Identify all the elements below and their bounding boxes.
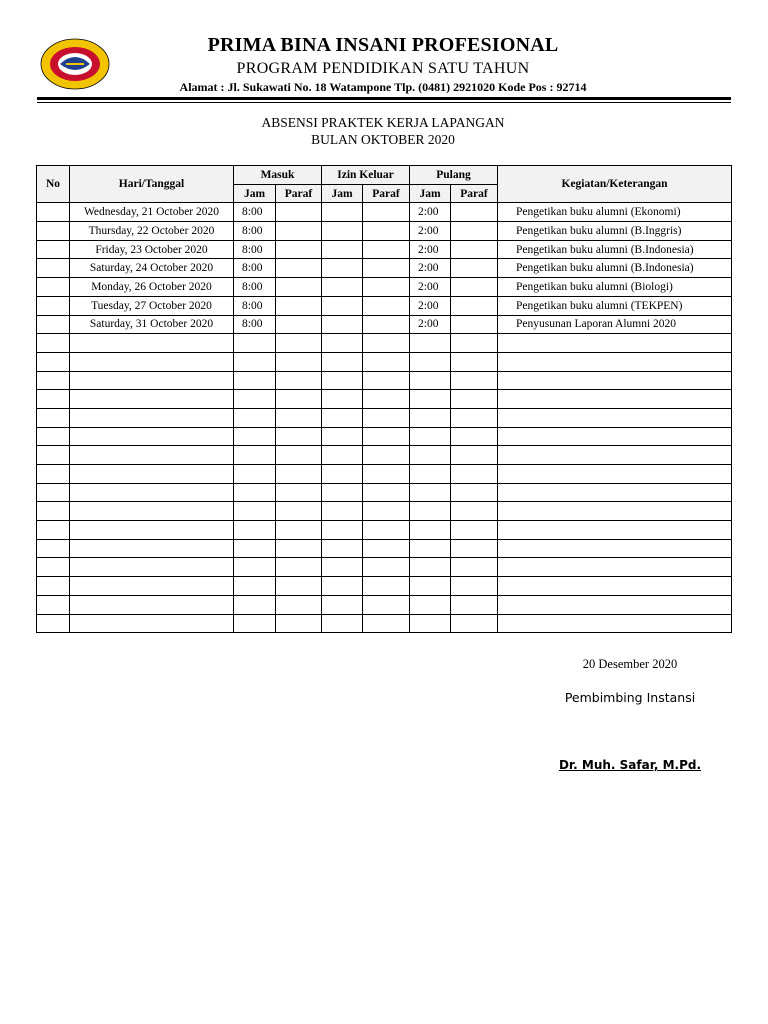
row-date: Wednesday, 21 October 2020 [70, 203, 234, 222]
header-divider-thick [37, 97, 731, 100]
table-row [37, 521, 732, 540]
row-pulang-jam [410, 334, 451, 353]
row-masuk-jam [234, 577, 276, 596]
row-no [37, 483, 70, 502]
row-masuk-jam: 8:00 [234, 278, 276, 297]
row-pulang-jam [410, 558, 451, 577]
row-date [70, 371, 234, 390]
row-masuk-jam: 8:00 [234, 240, 276, 259]
row-masuk-paraf [276, 259, 322, 278]
row-masuk-paraf [276, 352, 322, 371]
row-izin-jam [322, 222, 363, 241]
row-izin-paraf [363, 502, 410, 521]
row-masuk-jam: 8:00 [234, 222, 276, 241]
header-izin-keluar: Izin Keluar [322, 166, 410, 185]
row-masuk-jam: 8:00 [234, 203, 276, 222]
row-date: Thursday, 22 October 2020 [70, 222, 234, 241]
row-pulang-jam: 2:00 [410, 315, 451, 334]
row-pulang-paraf [451, 390, 498, 409]
row-masuk-jam [234, 446, 276, 465]
row-izin-paraf [363, 390, 410, 409]
row-masuk-jam: 8:00 [234, 315, 276, 334]
row-date [70, 408, 234, 427]
row-izin-paraf [363, 539, 410, 558]
header-date: Hari/Tanggal [70, 166, 234, 203]
row-izin-jam [322, 390, 363, 409]
row-izin-paraf [363, 222, 410, 241]
row-masuk-paraf [276, 296, 322, 315]
row-masuk-paraf [276, 408, 322, 427]
institution-address: Alamat : Jl. Sukawati No. 18 Watampone Tlp. (0481) 2921020 Kode Pos : 92714 [179, 80, 587, 94]
row-izin-paraf [363, 577, 410, 596]
header-masuk: Masuk [234, 166, 322, 185]
row-date [70, 539, 234, 558]
row-no [37, 595, 70, 614]
row-izin-jam [322, 315, 363, 334]
row-izin-paraf [363, 521, 410, 540]
row-activity [498, 595, 732, 614]
row-izin-jam [322, 240, 363, 259]
row-izin-paraf [363, 427, 410, 446]
row-masuk-jam: 8:00 [234, 296, 276, 315]
row-pulang-paraf [451, 408, 498, 427]
row-pulang-jam [410, 408, 451, 427]
row-activity [498, 521, 732, 540]
row-activity: Pengetikan buku alumni (Ekonomi) [498, 203, 732, 222]
row-pulang-paraf [451, 259, 498, 278]
header-pulang-paraf: Paraf [451, 184, 498, 203]
row-izin-paraf [363, 558, 410, 577]
row-masuk-paraf [276, 203, 322, 222]
row-date: Friday, 23 October 2020 [70, 240, 234, 259]
table-row [37, 240, 732, 259]
row-activity: Pengetikan buku alumni (B.Indonesia) [498, 259, 732, 278]
row-izin-jam [322, 334, 363, 353]
row-pulang-jam [410, 614, 451, 633]
table-row [37, 539, 732, 558]
row-izin-jam [322, 259, 363, 278]
table-row [37, 465, 732, 484]
row-date: Monday, 26 October 2020 [70, 278, 234, 297]
row-pulang-jam: 2:00 [410, 240, 451, 259]
row-pulang-jam [410, 352, 451, 371]
row-no [37, 408, 70, 427]
row-izin-paraf [363, 614, 410, 633]
row-masuk-jam [234, 595, 276, 614]
row-no [37, 352, 70, 371]
row-no [37, 296, 70, 315]
row-pulang-paraf [451, 240, 498, 259]
table-row [37, 483, 732, 502]
table-row [37, 390, 732, 409]
row-masuk-paraf [276, 521, 322, 540]
row-masuk-jam [234, 390, 276, 409]
row-activity: Pengetikan buku alumni (B.Inggris) [498, 222, 732, 241]
row-masuk-jam [234, 521, 276, 540]
row-izin-jam [322, 296, 363, 315]
row-activity [498, 446, 732, 465]
row-izin-paraf [363, 465, 410, 484]
table-row [37, 595, 732, 614]
row-activity [498, 352, 732, 371]
row-izin-paraf [363, 296, 410, 315]
row-izin-jam [322, 558, 363, 577]
row-izin-jam [322, 352, 363, 371]
signature-name: Dr. Muh. Safar, M.Pd. [558, 758, 702, 772]
row-no [37, 614, 70, 633]
row-activity: Pengetikan buku alumni (Biologi) [498, 278, 732, 297]
row-pulang-paraf [451, 371, 498, 390]
signature-date: 20 Desember 2020 [582, 657, 678, 671]
row-pulang-jam [410, 371, 451, 390]
row-date [70, 446, 234, 465]
row-izin-jam [322, 577, 363, 596]
header-masuk-jam: Jam [234, 184, 276, 203]
row-date [70, 521, 234, 540]
row-izin-jam [322, 502, 363, 521]
row-izin-jam [322, 371, 363, 390]
table-row [37, 614, 732, 633]
row-masuk-paraf [276, 595, 322, 614]
row-pulang-jam [410, 465, 451, 484]
row-no [37, 390, 70, 409]
row-pulang-jam [410, 539, 451, 558]
row-date: Tuesday, 27 October 2020 [70, 296, 234, 315]
row-no [37, 334, 70, 353]
table-row [37, 334, 732, 353]
row-pulang-paraf [451, 296, 498, 315]
row-pulang-paraf [451, 203, 498, 222]
row-pulang-jam: 2:00 [410, 222, 451, 241]
row-masuk-jam [234, 334, 276, 353]
row-masuk-jam [234, 483, 276, 502]
row-pulang-jam [410, 577, 451, 596]
row-masuk-jam [234, 502, 276, 521]
table-row [37, 352, 732, 371]
row-activity [498, 539, 732, 558]
row-izin-jam [322, 408, 363, 427]
row-masuk-paraf [276, 577, 322, 596]
row-izin-jam [322, 539, 363, 558]
row-date [70, 558, 234, 577]
row-masuk-jam [234, 558, 276, 577]
row-no [37, 278, 70, 297]
row-no [37, 222, 70, 241]
row-masuk-paraf [276, 614, 322, 633]
row-masuk-paraf [276, 222, 322, 241]
row-izin-jam [322, 203, 363, 222]
row-izin-paraf [363, 371, 410, 390]
row-pulang-paraf [451, 278, 498, 297]
document-title-line: ABSENSI PRAKTEK KERJA LAPANGAN [261, 115, 505, 130]
row-activity [498, 502, 732, 521]
row-pulang-jam [410, 427, 451, 446]
row-pulang-jam: 2:00 [410, 259, 451, 278]
row-izin-jam [322, 614, 363, 633]
row-date: Saturday, 24 October 2020 [70, 259, 234, 278]
table-row [37, 371, 732, 390]
row-masuk-paraf [276, 278, 322, 297]
row-no [37, 371, 70, 390]
row-no [37, 577, 70, 596]
row-masuk-jam [234, 371, 276, 390]
row-izin-paraf [363, 408, 410, 427]
row-pulang-paraf [451, 577, 498, 596]
row-pulang-paraf [451, 352, 498, 371]
row-activity [498, 408, 732, 427]
row-date [70, 334, 234, 353]
row-pulang-paraf [451, 446, 498, 465]
row-izin-paraf [363, 240, 410, 259]
table-row [37, 203, 732, 222]
row-masuk-jam [234, 614, 276, 633]
row-activity [498, 558, 732, 577]
header-izin-jam: Jam [322, 184, 363, 203]
header-pulang-jam: Jam [410, 184, 451, 203]
row-izin-paraf [363, 352, 410, 371]
row-no [37, 203, 70, 222]
row-date [70, 465, 234, 484]
row-masuk-paraf [276, 539, 322, 558]
table-row [37, 296, 732, 315]
row-activity [498, 371, 732, 390]
row-date [70, 502, 234, 521]
table-row [37, 558, 732, 577]
header-izin-paraf: Paraf [363, 184, 410, 203]
row-masuk-jam [234, 408, 276, 427]
row-activity: Pengetikan buku alumni (B.Indonesia) [498, 240, 732, 259]
row-pulang-paraf [451, 315, 498, 334]
row-pulang-paraf [451, 465, 498, 484]
row-pulang-paraf [451, 614, 498, 633]
program-name: PROGRAM PENDIDIKAN SATU TAHUN [236, 60, 530, 77]
table-row [37, 278, 732, 297]
row-pulang-jam: 2:00 [410, 296, 451, 315]
row-izin-jam [322, 278, 363, 297]
row-masuk-paraf [276, 240, 322, 259]
row-no [37, 315, 70, 334]
row-masuk-paraf [276, 446, 322, 465]
row-pulang-paraf [451, 483, 498, 502]
row-no [37, 446, 70, 465]
row-izin-jam [322, 483, 363, 502]
row-masuk-paraf [276, 427, 322, 446]
row-pulang-paraf [451, 539, 498, 558]
row-pulang-jam: 2:00 [410, 278, 451, 297]
row-izin-jam [322, 446, 363, 465]
row-masuk-paraf [276, 558, 322, 577]
row-no [37, 521, 70, 540]
row-activity: Penyusunan Laporan Alumni 2020 [498, 315, 732, 334]
attendance-table [36, 165, 732, 633]
header-pulang: Pulang [410, 166, 498, 185]
row-pulang-jam [410, 390, 451, 409]
row-pulang-jam [410, 446, 451, 465]
row-date [70, 352, 234, 371]
row-pulang-paraf [451, 595, 498, 614]
row-no [37, 259, 70, 278]
signature-role: Pembimbing Instansi [564, 690, 696, 705]
row-masuk-jam: 8:00 [234, 259, 276, 278]
row-no [37, 465, 70, 484]
document-title [150, 114, 616, 148]
institution-logo [40, 38, 110, 90]
row-pulang-jam: 2:00 [410, 203, 451, 222]
row-no [37, 539, 70, 558]
table-row [37, 577, 732, 596]
row-date [70, 595, 234, 614]
row-masuk-paraf [276, 502, 322, 521]
row-pulang-jam [410, 521, 451, 540]
row-no [37, 240, 70, 259]
row-izin-paraf [363, 315, 410, 334]
row-activity [498, 465, 732, 484]
row-pulang-paraf [451, 427, 498, 446]
row-date [70, 577, 234, 596]
table-row [37, 427, 732, 446]
row-masuk-paraf [276, 390, 322, 409]
row-date: Saturday, 31 October 2020 [70, 315, 234, 334]
row-masuk-paraf [276, 334, 322, 353]
row-pulang-paraf [451, 502, 498, 521]
row-no [37, 502, 70, 521]
table-row [37, 222, 732, 241]
row-pulang-jam [410, 595, 451, 614]
row-pulang-paraf [451, 334, 498, 353]
header-activity: Kegiatan/Keterangan [498, 166, 732, 203]
row-izin-jam [322, 595, 363, 614]
row-masuk-jam [234, 427, 276, 446]
table-row [37, 502, 732, 521]
attendance-table-body [37, 203, 732, 633]
row-izin-paraf [363, 483, 410, 502]
row-pulang-paraf [451, 521, 498, 540]
row-izin-jam [322, 427, 363, 446]
row-date [70, 427, 234, 446]
row-izin-paraf [363, 334, 410, 353]
row-izin-jam [322, 521, 363, 540]
row-izin-jam [322, 465, 363, 484]
row-date [70, 614, 234, 633]
header-masuk-paraf: Paraf [276, 184, 322, 203]
row-activity [498, 390, 732, 409]
row-pulang-paraf [451, 222, 498, 241]
row-pulang-jam [410, 483, 451, 502]
row-izin-paraf [363, 278, 410, 297]
row-activity [498, 577, 732, 596]
row-masuk-paraf [276, 315, 322, 334]
row-activity [498, 334, 732, 353]
row-izin-paraf [363, 259, 410, 278]
row-masuk-jam [234, 352, 276, 371]
row-masuk-paraf [276, 483, 322, 502]
header-divider-thin [37, 102, 731, 103]
row-izin-paraf [363, 203, 410, 222]
row-masuk-paraf [276, 465, 322, 484]
row-no [37, 427, 70, 446]
document-subtitle: BULAN OKTOBER 2020 [311, 132, 455, 147]
row-activity [498, 427, 732, 446]
row-activity [498, 483, 732, 502]
header-no: No [37, 166, 70, 203]
row-masuk-jam [234, 539, 276, 558]
row-no [37, 558, 70, 577]
row-izin-paraf [363, 446, 410, 465]
row-activity: Pengetikan buku alumni (TEKPEN) [498, 296, 732, 315]
row-izin-paraf [363, 595, 410, 614]
row-activity [498, 614, 732, 633]
row-masuk-jam [234, 465, 276, 484]
table-row [37, 408, 732, 427]
table-row [37, 259, 732, 278]
row-date [70, 390, 234, 409]
table-row [37, 446, 732, 465]
table-row [37, 315, 732, 334]
row-pulang-jam [410, 502, 451, 521]
institution-name: PRIMA BINA INSANI PROFESIONAL [207, 34, 559, 56]
row-date [70, 483, 234, 502]
row-masuk-paraf [276, 371, 322, 390]
row-pulang-paraf [451, 558, 498, 577]
